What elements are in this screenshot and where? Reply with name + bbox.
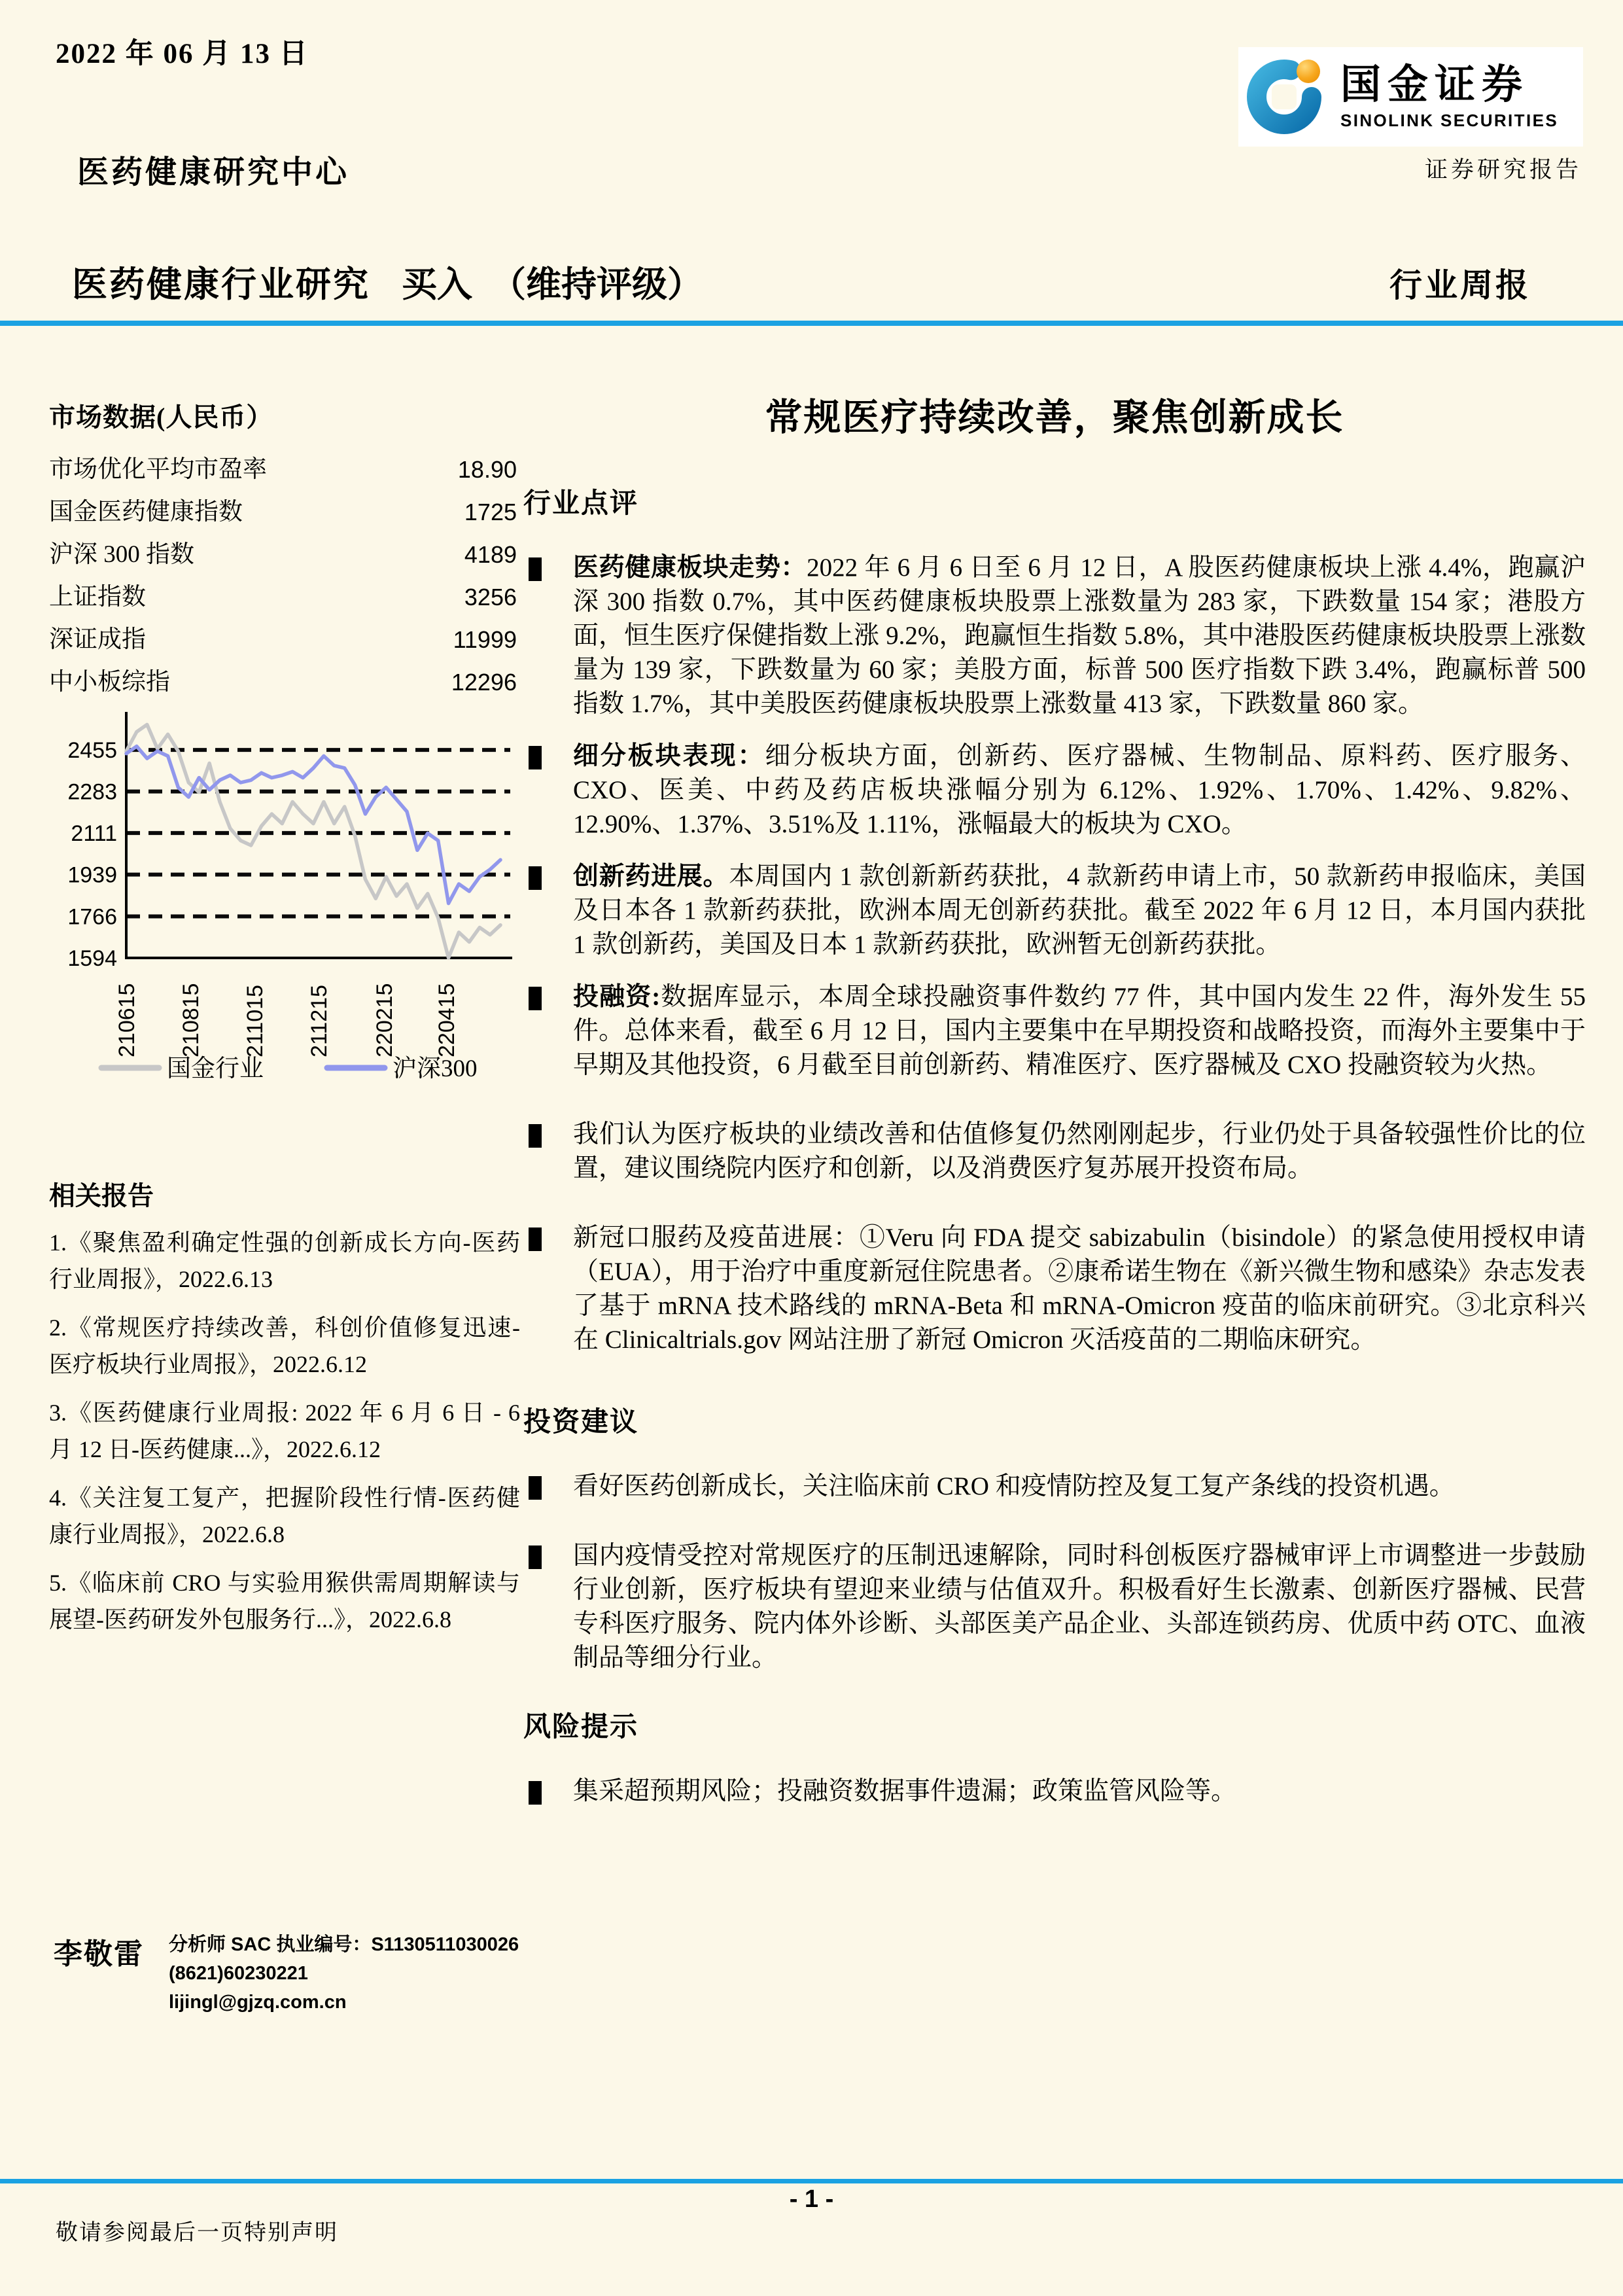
row-label: 国金医药健康指数 [49,499,243,525]
section-risk: 风险提示 [523,1712,639,1742]
industry-title: 医药健康行业研究 [72,265,370,304]
bullet-square-icon [529,557,542,581]
bullet-text: 数据库显示，本周全球投融资事件数约 77 件，其中国内发生 22 件，海外发生 55 件。总体来看，截至 6 月 12 日，国内主要集中在早期投资和战略投资，而海外主要集中于早期及其他投资，6 月截至目前创新药、精准医疗、医疗器械及 CXO 投融资较为火热。 [573,983,1586,1079]
bullet-square-icon [529,746,542,769]
report-date: 2022 年 06 月 13 日 [56,39,309,69]
list-item [523,1118,1586,1186]
row-value: 3256 [464,584,517,610]
row-label: 上证指数 [49,584,146,610]
row-value: 1725 [464,499,517,525]
list-item [523,1775,1586,1809]
list-item [523,1221,1586,1357]
research-center-name: 医药健康研究中心 [77,155,350,190]
table-row [49,491,517,533]
svg-text:1594: 1594 [67,946,117,971]
list-item: 4.《关注复工复产，把握阶段性行情-医药健康行业周报》，2022.6.8 [49,1485,520,1547]
investment-advice-bullets [523,1470,1586,1675]
bullet-text: 看好医药创新成长，关注临床前 CRO 和疫情防控及复工复产条线的投资机遇。 [573,1472,1455,1500]
bullet-text: 细分板块方面，创新药、医疗器械、生物制品、原料药、医疗服务、CXO、医美、中药及药店板块涨幅分别为 6.12%、1.92%、1.70%、1.42%、9.82%、12.90%、1.37%、3.51%及 1.11%，涨幅最大的板块为 CXO。 [573,742,1586,838]
svg-text:2111: 2111 [71,821,117,847]
list-item [523,1539,1586,1675]
svg-text:211015: 211015 [243,985,268,1057]
brand-name-en: SINOLINK SECURITIES [1340,111,1559,130]
row-label: 沪深 300 指数 [49,541,194,568]
bullet-text: 2022 年 6 月 6 日至 6 月 12 日，A 股医药健康板块上涨 4.4%，跑赢沪深 300 指数 0.7%，其中医药健康板块股票上涨数量为 283 家，下跌数量 154 家；港股方面，恒生医疗保健指数上涨 9.2%，跑赢恒生指数 5.8%，其中港股医药健康板块股票上涨数量为 139 家，下跌数量为 60 家；美股方面，标普 500 医疗指数下跌 3.4%，跑赢标普 500 指数 1.7%，其中美股医药健康板块股票上涨数量 413 家，下跌数量 860 家。 [573,554,1586,718]
bullet-lead: 创新药进展。 [573,862,729,891]
bullet-square-icon [529,1124,542,1148]
bullet-square-icon [529,866,542,890]
report-type-label: 证券研究报告 [1424,157,1582,183]
row-value: 18.90 [457,456,517,483]
table-row [49,576,517,618]
bullet-text: 我们认为医疗板块的业绩改善和估值修复仍然刚刚起步，行业仍处于具备较强性价比的位置，建议围绕院内医疗和创新，以及消费医疗复苏展开投资布局。 [573,1120,1586,1182]
periodical-label: 行业周报 [1389,267,1531,304]
market-data-table [49,448,517,703]
list-item: 1.《聚焦盈利确定性强的创新成长方向-医药行业周报》，2022.6.13 [49,1229,520,1292]
table-row [49,618,517,661]
list-item [523,739,1586,841]
svg-text:1766: 1766 [67,904,117,930]
industry-title-row [72,256,1577,307]
row-value: 4189 [464,541,517,568]
list-item [523,1470,1586,1504]
svg-text:210815: 210815 [179,983,204,1057]
bullet-lead: 细分板块表现： [573,742,765,770]
risk-bullets [523,1775,1586,1809]
row-label: 深证成指 [49,626,146,653]
footer-disclaimer: 敬请参阅最后一页特别声明 [56,2221,338,2245]
page-number: - 1 - [789,2185,834,2213]
bullet-square-icon [529,1781,542,1805]
bullet-square-icon [529,987,542,1010]
bullet-text: 新冠口服药及疫苗进展：①Veru 向 FDA 提交 sabizabulin（bisindole）的紧急使用授权申请（EUA），用于治疗中重度新冠住院患者。②康希诺生物在《新兴微生物和感染》杂志发表了基于 mRNA 技术路线的 mRNA-Beta 和 mRNA-Omicron 疫苗的临床前研究。③北京科兴在 Clinicaltrials.gov 网站注册了新冠 Omicron 灭活疫苗的二期临床研究。 [573,1224,1586,1354]
section-investment-advice: 投资建议 [523,1407,639,1438]
svg-text:210615: 210615 [114,983,139,1057]
list-item: 2.《常规医疗持续改善，科创价值修复迅速-医疗板块行业周报》，2022.6.12 [49,1315,520,1377]
svg-text:2283: 2283 [67,779,117,805]
row-label: 市场优化平均市盈率 [49,456,267,483]
row-label: 中小板综指 [49,669,170,696]
svg-text:国金行业: 国金行业 [167,1055,264,1082]
sinolink-logo-icon [1245,54,1329,141]
industry-comment-bullets [523,551,1586,1357]
analyst-block [54,1930,521,2017]
rating-label: 买入 [402,265,472,304]
performance-chart [49,701,517,1094]
sinolink-logo [1238,47,1583,147]
list-item: 5.《临床前 CRO 与实验用猴供需周期解读与展望-医药研发外包服务行...》，2022.6.8 [49,1570,520,1633]
bullet-square-icon [529,1227,542,1251]
list-item [523,980,1586,1082]
related-reports-panel [49,1175,520,1638]
row-value: 11999 [453,626,517,653]
analyst-phone: (8621)60230221 [169,1963,308,1984]
svg-text:220215: 220215 [372,983,397,1057]
bullet-lead: 投融资: [573,983,661,1011]
bullet-lead: 医药健康板块走势： [573,554,807,582]
footer-divider [0,2179,1623,2183]
table-row [49,533,517,576]
list-item [523,551,1586,721]
svg-text:2455: 2455 [67,738,117,764]
page-title: 常规医疗持续改善，聚焦创新成长 [765,397,1344,438]
header-divider [0,321,1623,326]
market-data-title: 市场数据(人民币） [49,402,273,432]
bullet-square-icon [529,1476,542,1500]
market-data-panel [49,397,517,703]
row-value: 12296 [451,669,517,696]
bullet-text: 集采超预期风险；投融资数据事件遗漏；政策监管风险等。 [573,1777,1237,1805]
list-item [523,860,1586,962]
table-row [49,661,517,703]
related-reports-title: 相关报告 [49,1181,154,1210]
table-row [49,448,517,491]
analyst-email[interactable]: lijingl@gjzq.com.cn [169,1992,347,2013]
rating-note: （维持评级） [491,265,703,304]
list-item: 3.《医药健康行业周报: 2022 年 6 月 6 日 - 6 月 12 日-医药健康...》，2022.6.12 [49,1400,520,1462]
svg-text:1939: 1939 [67,862,117,888]
analyst-cert: 分析师 SAC 执业编号：S1130511030026 [169,1934,519,1955]
svg-text:沪深300: 沪深300 [393,1055,478,1082]
section-industry-comment: 行业点评 [523,489,639,519]
main-content [523,387,1586,1809]
bullet-square-icon [529,1545,542,1569]
svg-text:211215: 211215 [307,985,332,1057]
brand-name-cn: 国金证券 [1340,62,1529,107]
analyst-name: 李敬雷 [54,1938,144,1970]
svg-text:220415: 220415 [434,983,459,1057]
bullet-text: 本周国内 1 款创新新药获批，4 款新药申请上市，50 款新药申报临床，美国及日本各 1 款新药获批，欧洲本周无创新药获批。截至 2022 年 6 月 12 日，本月国内获批 1 款创新药，美国及日本 1 款新药获批，欧洲暂无创新药获批。 [573,862,1586,959]
bullet-text: 国内疫情受控对常规医疗的压制迅速解除，同时科创板医疗器械审评上市调整进一步鼓励行业创新，医疗板块有望迎来业绩与估值双升。积极看好生长激素、创新医疗器械、民营专科医疗服务、院内体外诊断、头部医美产品企业、头部连锁药房、优质中药 OTC、血液制品等细分行业。 [573,1542,1586,1672]
